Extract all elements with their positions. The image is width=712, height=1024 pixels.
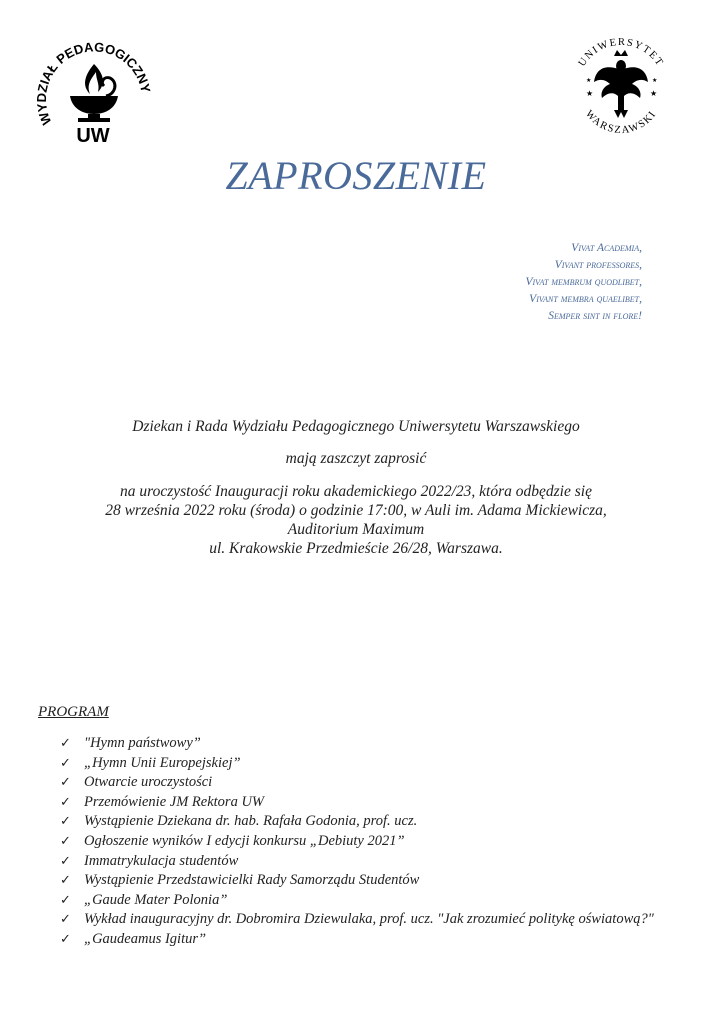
details-line: ul. Krakowskie Przedmieście 26/28, Warszawa. [209,540,503,557]
motto-line: Semper sint in flore! [548,310,642,322]
svg-text:★: ★ [586,77,592,84]
checkmark-icon: ✓ [60,755,71,771]
program-item-text: „Gaude Mater Polonia” [84,891,228,908]
checkmark-icon: ✓ [60,775,71,791]
invitation-hosts: Dziekan i Rada Wydziału Pedagogicznego Uniwersytetu Warszawskiego [132,418,580,435]
invitation-details [0,482,712,558]
motto [302,240,642,325]
program-heading: PROGRAM [38,704,109,720]
list-item [60,930,680,950]
checkmark-icon: ✓ [60,833,71,849]
checkmark-icon: ✓ [60,794,71,810]
list-item [60,891,680,911]
details-line: na uroczystość Inauguracji roku akademickiego 2022/23, która odbędzie się [120,483,592,500]
svg-text:★: ★ [650,89,658,98]
faculty-logo [34,34,152,152]
checkmark-icon: ✓ [60,853,71,869]
list-item [60,832,680,852]
list-item [60,852,680,872]
university-emblem-bottom-text: WARSZAWSKI [582,108,659,137]
program-list [60,734,680,950]
list-item [60,871,680,891]
faculty-logo-initials: UW [76,125,110,147]
list-item [60,910,680,930]
details-line: 28 września 2022 roku (środa) o godzinie 17:00, w Auli im. Adama Mickiewicza, [105,502,607,519]
svg-text:★: ★ [652,77,658,84]
list-item [60,812,680,832]
motto-line: Vivant professores, [554,259,642,271]
program-item-text: Przemówienie JM Rektora UW [84,793,264,810]
eagle-emblem-icon [566,26,676,146]
program-item-text: Otwarcie uroczystości [84,774,213,791]
program-item-text: Wystąpienie Dziekana dr. hab. Rafała Godonia, prof. ucz. [84,813,418,830]
checkmark-icon: ✓ [60,931,71,947]
svg-text:★: ★ [586,89,594,98]
program-item-text: Immatrykulacja studentów [84,852,239,869]
checkmark-icon: ✓ [60,912,71,928]
invitation-phrase: mają zaszczyt zaprosić [285,450,427,467]
checkmark-icon: ✓ [60,892,71,908]
motto-line: Vivant membra quaelibet, [529,293,642,305]
list-item [60,773,680,793]
program-item-text: „Gaudeamus Igitur” [84,930,207,947]
program-item-text: "Hymn państwowy” [84,735,201,751]
checkmark-icon: ✓ [60,873,71,889]
checkmark-icon: ✓ [60,736,71,751]
university-emblem [566,26,676,146]
program-item-text: Ogłoszenie wyników I edycji konkursu „Debiuty 2021” [84,832,405,849]
list-item [60,754,680,774]
list-item [60,793,680,813]
program-item-text: „Hymn Unii Europejskiej” [84,754,241,771]
motto-line: Vivat membrum quodlibet, [525,276,642,288]
page-title: ZAPROSZENIE [225,153,487,198]
faculty-logo-arc-text: WYDZIAŁ PEDAGOGICZNY [34,39,152,128]
svg-text:WARSZAWSKI [583,109,659,137]
list-item [60,734,680,754]
motto-line: Vivat Academia, [571,242,642,254]
invitation-text [0,418,712,558]
program-item-text: Wykład inauguracyjny dr. Dobromira Dziewulaka, prof. ucz. "Jak zrozumieć politykę oświatową?" [84,911,654,928]
checkmark-icon: ✓ [60,814,71,830]
program-item-text: Wystąpienie Przedstawicielki Rady Samorządu Studentów [84,872,420,889]
details-line: Auditorium Maximum [287,521,425,538]
lamp-logo-icon [34,34,152,152]
university-emblem-top-text: UNIWERSYTET [576,36,666,69]
